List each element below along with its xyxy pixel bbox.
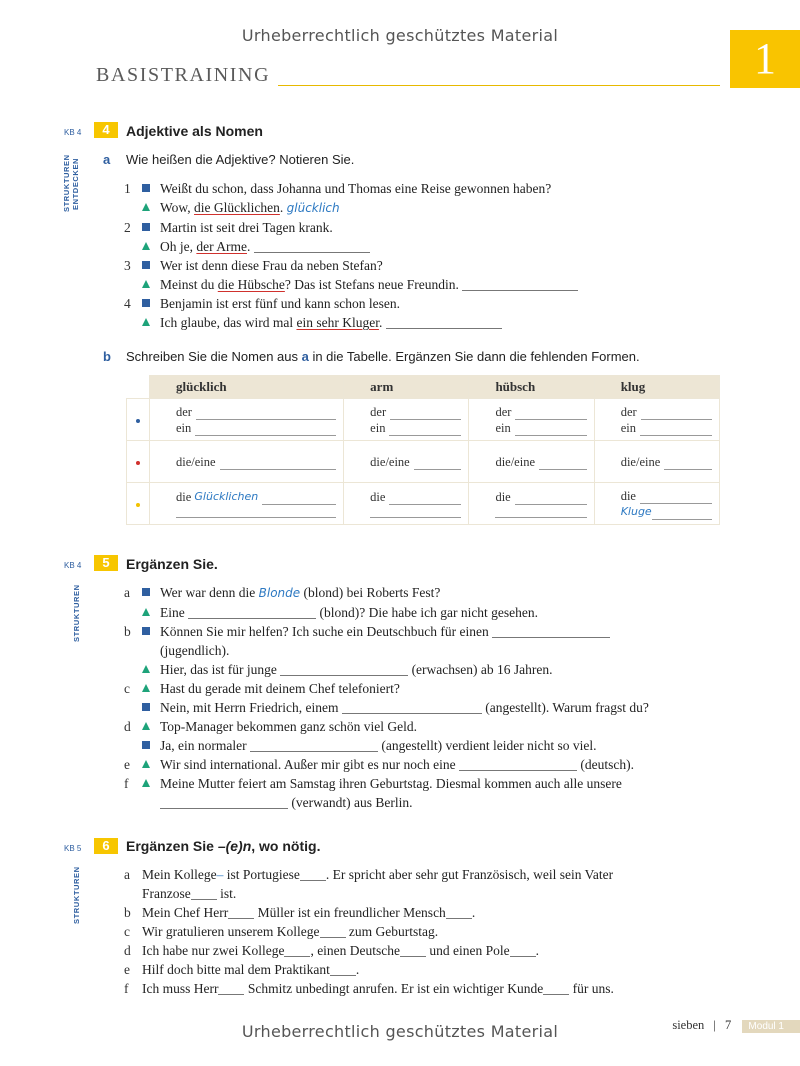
- noun-table: [126, 375, 720, 525]
- underlined-noun: die Glücklichen: [194, 200, 280, 215]
- blank[interactable]: [515, 407, 586, 420]
- line-text: Ja, ein normaler: [160, 738, 250, 753]
- answer-blank[interactable]: [462, 278, 578, 291]
- instruction: Wie heißen die Adjektive? Notieren Sie.: [126, 152, 355, 167]
- subtask-letter: b: [103, 349, 111, 364]
- table-row-feminine: [127, 441, 720, 483]
- side-label-line1: STRUKTUREN: [62, 154, 71, 212]
- answer-blank[interactable]: [320, 925, 346, 938]
- line-text: Hilf doch bitte mal dem Praktikant: [142, 962, 330, 977]
- line-text: Mein Chef Herr: [142, 905, 229, 920]
- line-text: Top-Manager bekommen ganz schön viel Geld.: [160, 719, 417, 734]
- blank[interactable]: [515, 492, 587, 505]
- line-text-end: ist.: [216, 886, 237, 901]
- side-label-strukturen: STRUKTUREN: [72, 584, 81, 642]
- answer-blank[interactable]: [218, 982, 244, 995]
- question-text: Wer ist denn diese Frau da neben Stefan?: [160, 258, 383, 273]
- side-label-strukturen-entdecken: [62, 156, 80, 212]
- answer-text: Meinst du: [160, 277, 218, 292]
- line-text-end: (blond)? Die habe ich gar nicht gesehen.: [316, 605, 539, 620]
- module-badge: Modul 1: [742, 1020, 800, 1033]
- line-text: Müller ist ein freundlicher Mensch: [254, 905, 446, 920]
- line-text-end: zum Geburtstag.: [345, 924, 439, 939]
- column-header: glücklich: [150, 376, 344, 399]
- blank[interactable]: [539, 457, 587, 470]
- item-letter: e: [124, 962, 130, 977]
- speaker-square-icon: [142, 179, 160, 198]
- subtask-letter: a: [103, 152, 111, 167]
- blank[interactable]: [652, 507, 712, 520]
- line-text-end: (deutsch).: [577, 757, 634, 772]
- kb-reference: KB 5: [64, 844, 82, 853]
- watermark-bottom: Urheberrechtlich geschütztes Material: [241, 1022, 559, 1041]
- answer-blank[interactable]: [510, 944, 536, 957]
- item-number: 1: [124, 181, 131, 196]
- answer-blank[interactable]: [160, 796, 288, 809]
- article: die/eine: [370, 454, 410, 469]
- header-rule: [278, 85, 720, 86]
- answer-blank[interactable]: [459, 758, 577, 771]
- handwritten-answer: Blonde: [258, 586, 301, 600]
- item-question: [124, 179, 578, 198]
- speaker-triangle-icon: [142, 198, 160, 217]
- blank[interactable]: [515, 423, 587, 436]
- page-footer: [672, 1018, 800, 1033]
- item-number: 4: [124, 296, 131, 311]
- answer-end: .: [246, 239, 251, 254]
- blank[interactable]: [196, 407, 336, 420]
- speaker-triangle-icon: [142, 755, 160, 774]
- speaker-triangle-icon: [142, 679, 160, 698]
- line-text: ist Portugiese: [223, 867, 300, 882]
- speaker-triangle-icon: [142, 275, 160, 294]
- article: ein: [370, 420, 386, 435]
- exercise-title: Ergänzen Sie.: [126, 556, 218, 572]
- item-answer: [124, 275, 578, 294]
- line-text-end: .: [535, 943, 540, 958]
- blank[interactable]: [640, 423, 712, 436]
- exercise-number: 4: [94, 122, 118, 138]
- blank[interactable]: [176, 505, 336, 518]
- answer-blank[interactable]: [386, 316, 502, 329]
- answer-text: Oh je,: [160, 239, 197, 254]
- handwritten-answer: –: [216, 867, 224, 882]
- kb-reference: KB 4: [64, 128, 82, 137]
- line-text-end: für uns.: [569, 981, 614, 996]
- column-header: hübsch: [469, 376, 594, 399]
- answer-blank[interactable]: [543, 982, 569, 995]
- exercise5-items: [124, 583, 649, 812]
- answer-blank[interactable]: [191, 887, 217, 900]
- answer-blank[interactable]: [300, 868, 326, 881]
- underlined-noun: der Arme: [196, 239, 247, 254]
- item-question: [124, 256, 578, 275]
- speaker-triangle-icon: [142, 603, 160, 622]
- answer-blank[interactable]: [188, 606, 316, 619]
- line-text-end: (angestellt). Warum fragst du?: [481, 700, 649, 715]
- answer-blank[interactable]: [280, 663, 408, 676]
- plural-dot-icon: [136, 503, 140, 507]
- blank[interactable]: [195, 423, 336, 436]
- exercise-number: 6: [94, 838, 118, 854]
- line-text: Hier, das ist für junge: [160, 662, 281, 677]
- article: die/eine: [620, 454, 661, 469]
- item-letter: d: [124, 719, 131, 734]
- line-text-end: (erwachsen) ab 16 Jahren.: [408, 662, 553, 677]
- answer-text: Ich glaube, das wird mal: [160, 315, 297, 330]
- instruction-text: Schreiben Sie die Nomen aus: [126, 349, 302, 364]
- answer-end: .: [378, 315, 383, 330]
- line-text-end: (verwandt) aus Berlin.: [288, 795, 413, 810]
- exercise-number: 5: [94, 555, 118, 571]
- handwritten-answer: glücklich: [286, 201, 340, 215]
- answer-blank[interactable]: [446, 906, 472, 919]
- item-question: [124, 294, 578, 313]
- article: die/eine: [176, 454, 216, 469]
- blank[interactable]: [641, 407, 712, 420]
- line-text: Nein, mit Herrn Friedrich, einem: [160, 700, 342, 715]
- line-text: Meine Mutter feiert am Samstag ihren Geburtstag. Diesmal kommen auch alle unsere: [160, 776, 622, 791]
- answer-blank[interactable]: [330, 963, 356, 976]
- item-number: 2: [124, 220, 131, 235]
- item-letter: f: [124, 776, 129, 791]
- underlined-noun: ein sehr Kluger: [296, 315, 379, 330]
- answer-blank[interactable]: [492, 625, 610, 638]
- blank[interactable]: [414, 457, 462, 470]
- line-text-end: (blond) bei Roberts Fest?: [300, 585, 441, 600]
- table-row-plural: [127, 483, 720, 525]
- line-text: Ich muss Herr: [142, 981, 219, 996]
- line-text: Ich habe nur zwei Kollege: [142, 943, 285, 958]
- title-ending: –(e)n: [217, 838, 252, 854]
- answer-blank[interactable]: [400, 944, 426, 957]
- answer-text: Wow,: [160, 200, 195, 215]
- line-text: Können Sie mir helfen? Ich suche ein Deutschbuch für einen: [160, 624, 493, 639]
- column-header: klug: [594, 376, 719, 399]
- table-row-masculine: [127, 399, 720, 441]
- speaker-triangle-icon: [142, 237, 160, 256]
- article: die: [176, 490, 192, 504]
- page-title: BASISTRAINING: [96, 64, 271, 86]
- feminine-dot-icon: [136, 461, 140, 465]
- line-text: (jugendlich).: [160, 643, 230, 658]
- question-text: Martin ist seit drei Tagen krank.: [160, 220, 333, 235]
- exercise6-items: [124, 865, 614, 998]
- article: der: [620, 404, 637, 419]
- blank[interactable]: [389, 492, 461, 505]
- answer-blank[interactable]: [254, 240, 370, 253]
- article: ein: [620, 420, 636, 435]
- item-letter: e: [124, 757, 130, 772]
- item-letter: b: [124, 905, 131, 920]
- speaker-square-icon: [142, 218, 160, 237]
- handwritten-answer: Kluge: [620, 504, 652, 518]
- speaker-square-icon: [142, 256, 160, 275]
- line-text: Wir gratulieren unserem Kollege: [142, 924, 320, 939]
- exercise-title: Adjektive als Nomen: [126, 123, 263, 139]
- blank[interactable]: [262, 492, 336, 505]
- article: der: [495, 404, 512, 419]
- item-letter: b: [124, 624, 131, 639]
- watermark-top: Urheberrechtlich geschütztes Material: [241, 26, 559, 45]
- answer-end: .: [279, 200, 284, 215]
- item-letter: a: [124, 585, 130, 600]
- speaker-square-icon: [142, 294, 160, 313]
- line-text: Wir sind international. Außer mir gibt es nur noch eine: [160, 757, 460, 772]
- line-text: und einen Pole: [426, 943, 510, 958]
- page-number: 7: [725, 1018, 732, 1032]
- blank[interactable]: [370, 505, 461, 518]
- speaker-square-icon: [142, 736, 160, 755]
- instruction: [126, 349, 640, 364]
- page-word: sieben: [672, 1018, 705, 1032]
- line-text-end: .: [355, 962, 360, 977]
- item-answer: [124, 237, 578, 256]
- question-text: Benjamin ist erst fünf und kann schon lesen.: [160, 296, 400, 311]
- item-answer: [124, 198, 578, 218]
- speaker-triangle-icon: [142, 774, 160, 793]
- line-text: Eine: [160, 605, 189, 620]
- instruction-ref: a: [301, 349, 309, 364]
- blank[interactable]: [664, 457, 712, 470]
- speaker-triangle-icon: [142, 313, 160, 332]
- article: ein: [176, 420, 192, 435]
- instruction-text-end: in die Tabelle. Ergänzen Sie dann die fehlenden Formen.: [308, 349, 640, 364]
- footer-separator: |: [713, 1018, 716, 1032]
- answer-blank[interactable]: [284, 944, 310, 957]
- line-text-end: (angestellt) verdient leider nicht so viel.: [377, 738, 597, 753]
- title-text: Ergänzen Sie: [126, 838, 218, 854]
- item-letter: c: [124, 924, 130, 939]
- blank[interactable]: [390, 407, 461, 420]
- blank[interactable]: [640, 491, 712, 504]
- item-question: [124, 218, 578, 237]
- article: ein: [495, 420, 511, 435]
- exercise-title: [126, 838, 320, 854]
- column-header: arm: [344, 376, 469, 399]
- blank[interactable]: [495, 505, 586, 518]
- handwritten-answer: Glücklichen: [194, 490, 259, 503]
- item-number: 3: [124, 258, 131, 273]
- article: der: [176, 404, 192, 419]
- item-letter: a: [124, 867, 130, 882]
- item-letter: f: [124, 981, 129, 996]
- line-text-end: . Er spricht aber sehr gut Französisch, weil sein Vater: [325, 867, 614, 882]
- line-text: , einen Deutsche: [310, 943, 401, 958]
- answer-blank[interactable]: [342, 701, 482, 714]
- speaker-square-icon: [142, 698, 160, 717]
- speaker-square-icon: [142, 622, 160, 641]
- question-text: Weißt du schon, dass Johanna und Thomas eine Reise gewonnen haben?: [160, 181, 552, 196]
- item-letter: d: [124, 943, 131, 958]
- speaker-triangle-icon: [142, 660, 160, 679]
- blank[interactable]: [220, 457, 337, 470]
- line-text: Mein Kollege: [142, 867, 217, 882]
- chapter-number: 1: [730, 30, 800, 88]
- item-answer: [124, 313, 578, 332]
- answer-blank[interactable]: [250, 739, 378, 752]
- article: die: [370, 490, 386, 504]
- article: die: [495, 490, 511, 504]
- answer-blank[interactable]: [228, 906, 254, 919]
- line-text: Schmitz unbedingt anrufen. Er ist ein wichtiger Kunde: [244, 981, 544, 996]
- masculine-dot-icon: [136, 419, 140, 423]
- kb-reference: KB 4: [64, 561, 82, 570]
- line-text: Wer war denn die: [160, 585, 259, 600]
- line-text: Franzose: [142, 886, 191, 901]
- underlined-noun: die Hübsche: [217, 277, 285, 292]
- article: der: [370, 404, 387, 419]
- item-letter: c: [124, 681, 130, 696]
- article: die/eine: [495, 454, 536, 469]
- line-text: Hast du gerade mit deinem Chef telefoniert?: [160, 681, 400, 696]
- side-label-strukturen: STRUKTUREN: [72, 866, 81, 924]
- line-text-end: .: [471, 905, 476, 920]
- article: die: [620, 488, 636, 503]
- exercise4a-items: [124, 179, 578, 332]
- title-text-end: , wo nötig.: [251, 838, 321, 854]
- side-label-line2: ENTDECKEN: [71, 157, 80, 211]
- answer-end: ? Das ist Stefans neue Freundin.: [284, 277, 459, 292]
- speaker-square-icon: [142, 583, 160, 602]
- speaker-triangle-icon: [142, 717, 160, 736]
- blank[interactable]: [389, 423, 461, 436]
